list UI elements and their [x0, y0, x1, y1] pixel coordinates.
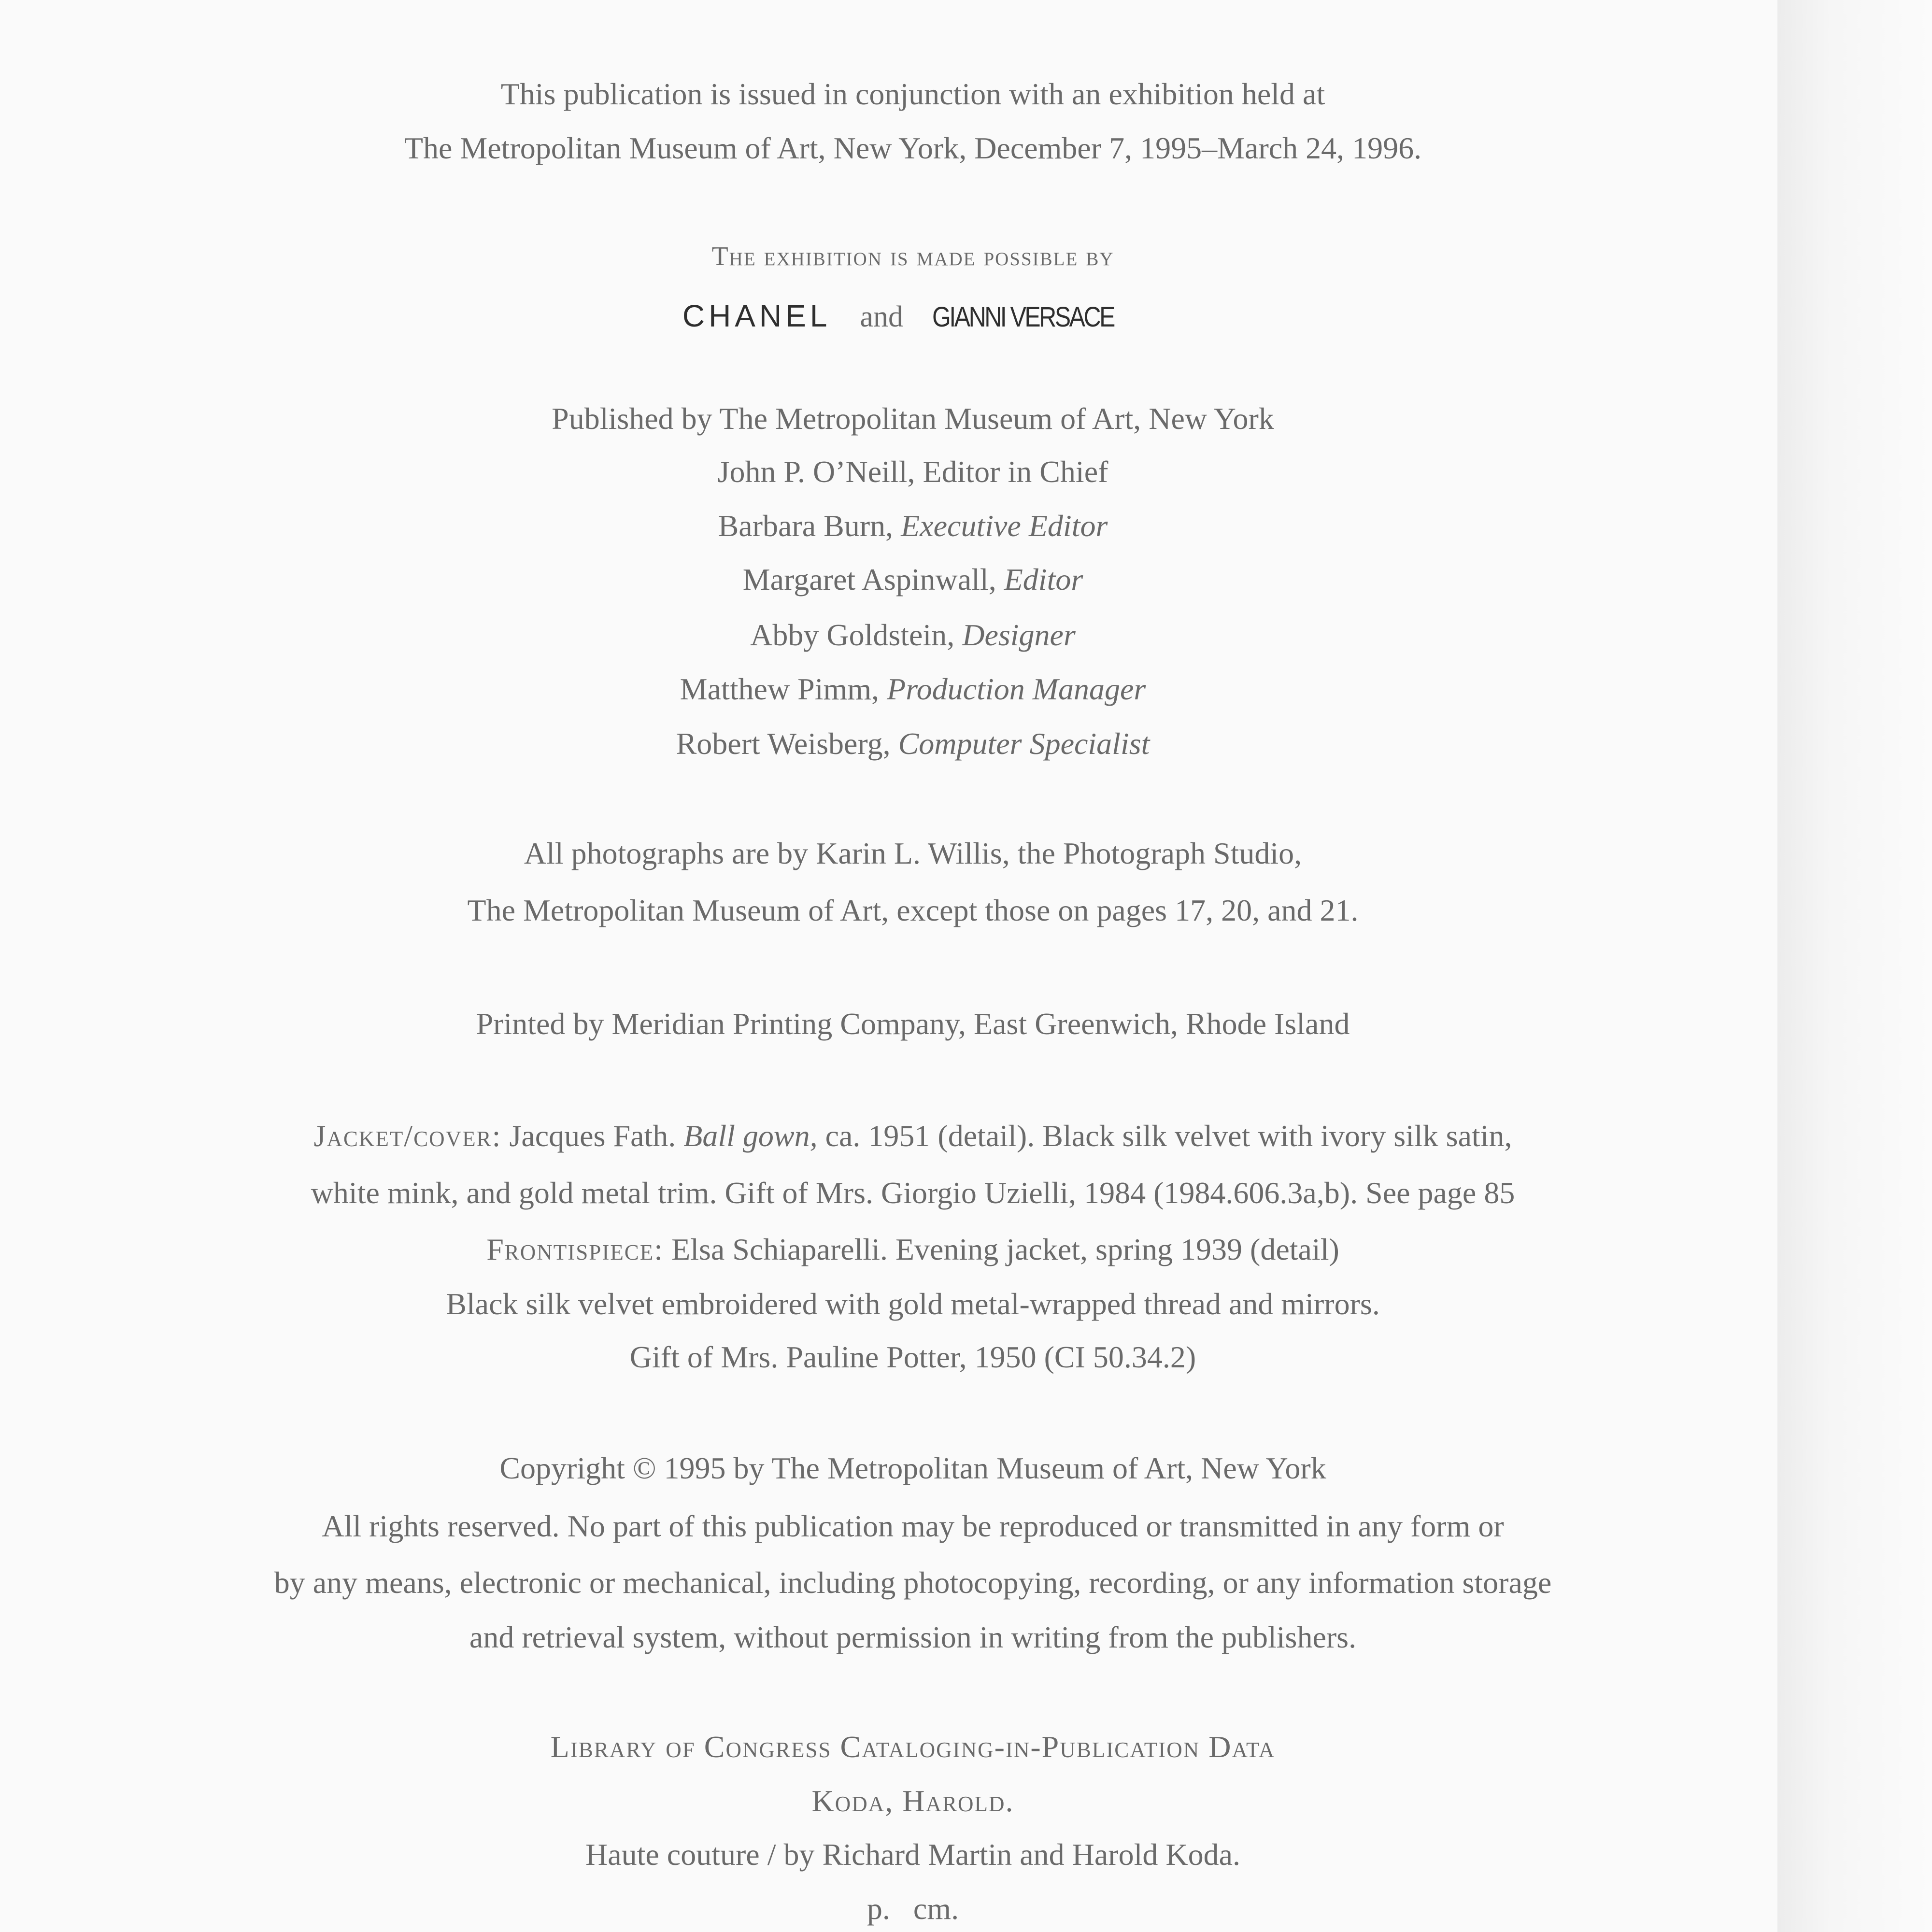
- credit-computer-specialist: Robert Weisberg, Computer Specialist: [676, 726, 1150, 761]
- copyright-line-1: Copyright © 1995 by The Metropolitan Museum of Art, New York: [499, 1451, 1326, 1485]
- credit-editor: Margaret Aspinwall, Editor: [742, 562, 1083, 597]
- credit-designer: Abby Goldstein, Designer: [750, 618, 1076, 652]
- exhibition-line-2: The Metropolitan Museum of Art, New York, December 7, 1995–March 24, 1996.: [404, 131, 1422, 165]
- credit-editor-in-chief: John P. O’Neill, Editor in Chief: [717, 455, 1108, 489]
- jacket-line-1: Jacket/cover: Jacques Fath. Ball gown, ca. 1951 (detail). Black silk velvet with ivory silk satin,: [313, 1119, 1512, 1153]
- cip-heading: Library of Congress Cataloging-in-Publication Data: [550, 1730, 1276, 1764]
- credit-executive-editor: Barbara Burn, Executive Editor: [718, 509, 1108, 543]
- frontispiece-line-3: Gift of Mrs. Pauline Potter, 1950 (CI 50.34.2): [629, 1340, 1196, 1374]
- photographs-line-2: The Metropolitan Museum of Art, except those on pages 17, 20, and 21.: [467, 893, 1359, 927]
- photographs-line-1: All photographs are by Karin L. Willis, the Photograph Studio,: [524, 836, 1302, 870]
- frontispiece-line-1: Frontispiece: Elsa Schiaparelli. Evening jacket, spring 1939 (detail): [486, 1232, 1339, 1266]
- credit-production-manager: Matthew Pimm, Production Manager: [680, 672, 1146, 706]
- cip-author: Koda, Harold.: [811, 1784, 1014, 1818]
- cip-title: Haute couture / by Richard Martin and Harold Koda.: [585, 1837, 1241, 1872]
- copyright-line-2: All rights reserved. No part of this publication may be reproduced or transmitted in any form or: [322, 1509, 1504, 1543]
- chanel-logo: CHANEL: [682, 298, 831, 333]
- copyright-line-4: and retrieval system, without permission in writing from the publishers.: [469, 1620, 1357, 1654]
- frontispiece-line-2: Black silk velvet embroidered with gold metal-wrapped thread and mirrors.: [446, 1287, 1380, 1321]
- page-edge: [1777, 0, 1932, 1932]
- jacket-line-2: white mink, and gold metal trim. Gift of Mrs. Giorgio Uzielli, 1984 (1984.606.3a,b). See page 85: [311, 1176, 1515, 1210]
- published-by: Published by The Metropolitan Museum of Art, New York: [552, 401, 1274, 436]
- versace-logo: GIANNI VERSACE: [932, 301, 1114, 333]
- printer-credit: Printed by Meridian Printing Company, East Greenwich, Rhode Island: [476, 1007, 1350, 1041]
- sponsors-conjunction: and: [860, 300, 904, 333]
- exhibition-line-1: This publication is issued in conjunction with an exhibition held at: [500, 77, 1325, 111]
- copyright-line-3: by any means, electronic or mechanical, including photocopying, recording, or any information storage: [274, 1565, 1552, 1600]
- sponsors-logos: [0, 300, 1826, 332]
- sponsors-heading: The exhibition is made possible by: [711, 242, 1114, 271]
- cip-pages: p. cm.: [867, 1891, 959, 1926]
